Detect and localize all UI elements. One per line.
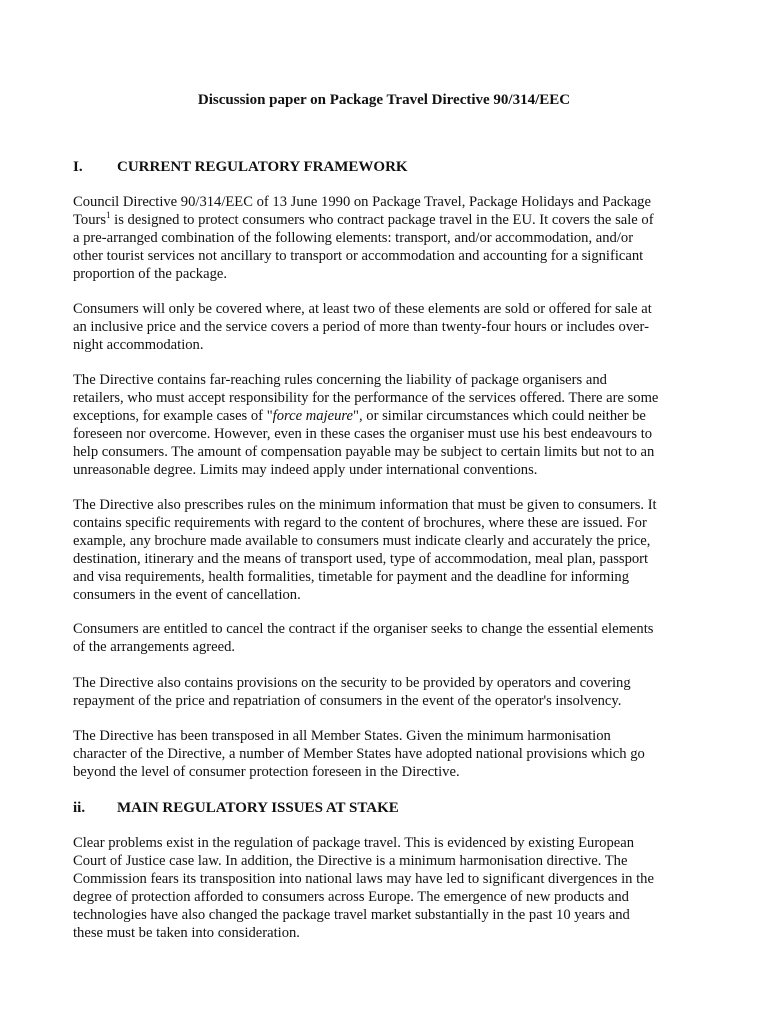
text-segment: exceptions, for example cases of "	[73, 408, 273, 424]
section-heading-regulatory-issues	[73, 798, 399, 818]
paragraph-line: these must be taken into consideration.	[73, 925, 300, 941]
paragraph-line: Consumers will only be covered where, at least two of these elements are sold or offered for sale at	[73, 301, 652, 317]
paragraph-line: Clear problems exist in the regulation of package travel. This is evidenced by existing European	[73, 835, 635, 851]
paragraph-line: The Directive has been transposed in all Member States. Given the minimum harmonisation	[73, 728, 611, 744]
paragraph-line	[73, 407, 698, 425]
paragraph-line: retailers, who must accept responsibility for the performance of the services offered. There are some	[73, 390, 659, 406]
paragraph-line: Court of Justice case law. In addition, the Directive is a minimum harmonisation directive. The	[73, 853, 628, 869]
paragraph-8	[73, 834, 698, 942]
section-title: MAIN REGULATORY ISSUES AT STAKE	[117, 800, 399, 816]
section-title: CURRENT REGULATORY FRAMEWORK	[117, 159, 408, 175]
paragraph-line: help consumers. The amount of compensation payable may be subject to certain limits but not to an	[73, 444, 655, 460]
paragraph-line: The Directive also contains provisions on the security to be provided by operators and covering	[73, 675, 631, 691]
section-heading-current-framework	[73, 157, 408, 177]
text-segment: ", or similar circumstances which could neither be	[353, 408, 646, 424]
paragraph-3	[73, 371, 698, 479]
document-title: Discussion paper on Package Travel Directive 90/314/EEC	[197, 92, 571, 108]
section-number: I.	[73, 159, 83, 175]
paragraph-line: night accommodation.	[73, 337, 204, 353]
paragraph-line	[73, 211, 698, 229]
paragraph-line: proportion of the package.	[73, 266, 227, 282]
paragraph-4	[73, 496, 698, 604]
footnote-ref: 1	[106, 210, 111, 221]
section-number: ii.	[73, 800, 86, 816]
paragraph-line: character of the Directive, a number of Member States have adopted national provisions which go	[73, 746, 645, 762]
paragraph-line: repayment of the price and repatriation of consumers in the event of the operator's insolvency.	[73, 693, 622, 709]
paragraph-line: example, any brochure made available to consumers must indicate clearly and accurately the price,	[73, 533, 651, 549]
text-segment: Tours	[73, 212, 107, 228]
paragraph-line: foreseen nor overcome. However, even in these cases the organiser must use his best endeavours to	[73, 426, 653, 442]
paragraph-line: contains specific requirements with regard to the content of brochures, where these are issued. For	[73, 515, 647, 531]
paragraph-line: Council Directive 90/314/EEC of 13 June 1990 on Package Travel, Package Holidays and Package	[73, 194, 651, 210]
paragraph-1	[73, 193, 698, 283]
paragraph-5	[73, 620, 698, 656]
paragraph-7	[73, 727, 698, 781]
text-segment: is designed to protect consumers who contract package travel in the EU. It covers the sale of	[110, 212, 654, 228]
paragraph-line: an inclusive price and the service covers a period of more than twenty-four hours or includes over-	[73, 319, 649, 335]
paragraph-line: Consumers are entitled to cancel the contract if the organiser seeks to change the essential elements	[73, 621, 654, 637]
paragraph-line: destination, itinerary and the means of transport used, type of accommodation, meal plan, passport	[73, 551, 649, 567]
paragraph-line: unreasonable degree. Limits may indeed apply under international conventions.	[73, 462, 538, 478]
paragraph-6	[73, 674, 698, 710]
paragraph-line: a pre-arranged combination of the following elements: transport, and/or accommodation, and/or	[73, 230, 634, 246]
paragraph-2	[73, 300, 698, 354]
paragraph-line: The Directive contains far-reaching rules concerning the liability of package organisers and	[73, 372, 607, 388]
paragraph-line: other tourist services not ancillary to transport or accommodation and accounting for a significant	[73, 248, 644, 264]
paragraph-line: and visa requirements, health formalities, timetable for payment and the deadline for informing	[73, 569, 630, 585]
paragraph-line: beyond the level of consumer protection foreseen in the Directive.	[73, 764, 460, 780]
paragraph-line: The Directive also prescribes rules on the minimum information that must be given to consumers. It	[73, 497, 657, 513]
paragraph-line: consumers in the event of cancellation.	[73, 587, 301, 603]
emphasis-text: force majeure	[272, 408, 354, 424]
paragraph-line: technologies have also changed the package travel market substantially in the past 10 years and	[73, 907, 630, 923]
paragraph-line: Commission fears its transposition into national laws may have led to significant divergences in the	[73, 871, 654, 887]
paragraph-line: degree of protection afforded to consumers across Europe. The emergence of new products and	[73, 889, 629, 905]
paragraph-line: of the arrangements agreed.	[73, 639, 236, 655]
